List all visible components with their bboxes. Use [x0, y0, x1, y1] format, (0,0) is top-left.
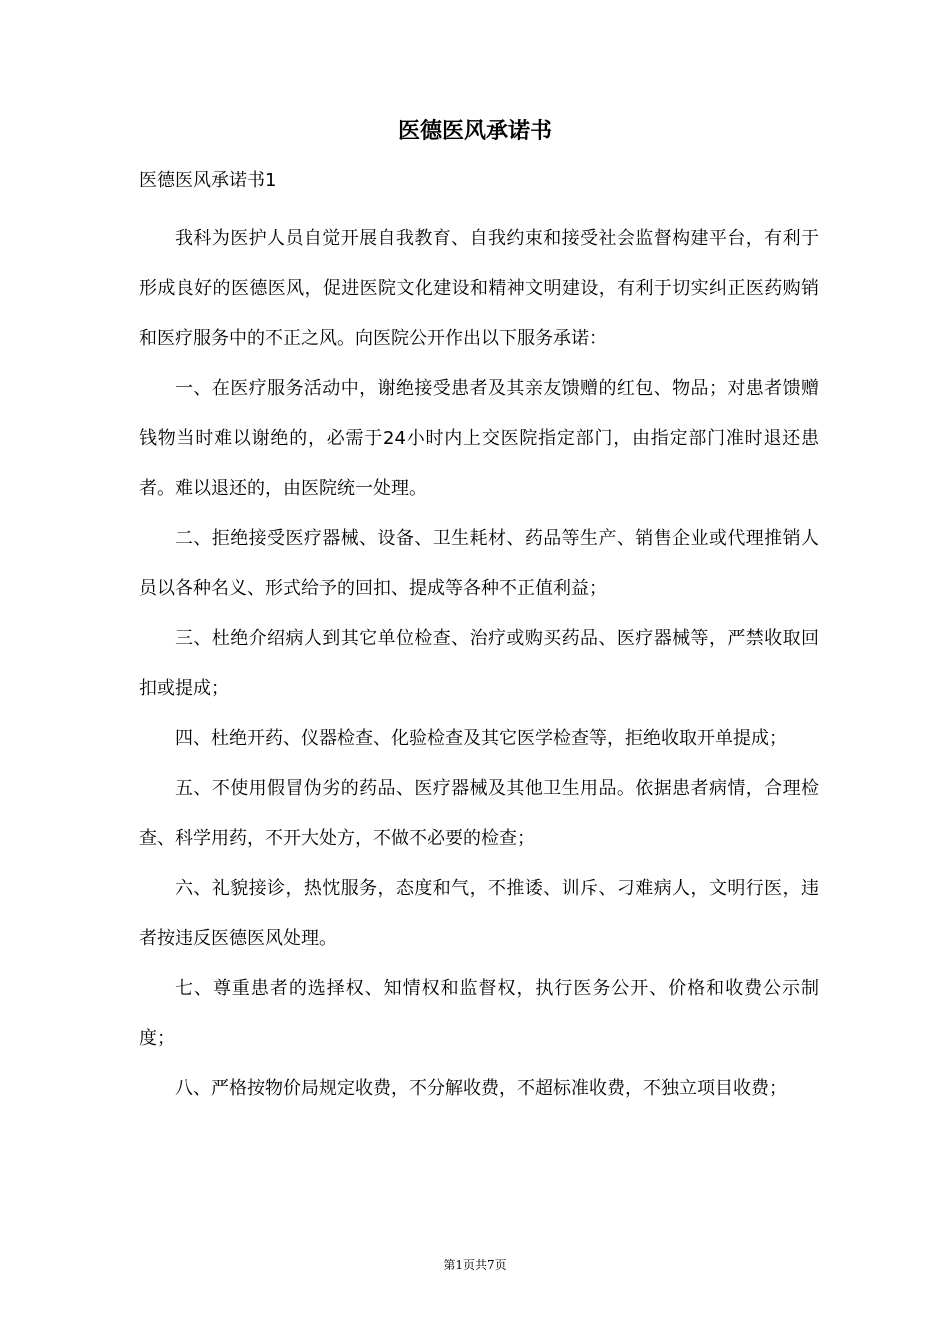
paragraph-item-5: 五、不使用假冒伪劣的药品、医疗器械及其他卫生用品。依据患者病情，合理检查、科学用药，不开大处方，不做不必要的检查； — [139, 778, 819, 849]
document-body — [139, 214, 819, 1114]
document-title: 医德医风承诺书 — [397, 119, 552, 144]
paragraph-item-3: 三、杜绝介绍病人到其它单位检查、治疗或购买药品、医疗器械等，严禁收取回扣或提成； — [139, 628, 819, 699]
paragraph-item-7: 七、尊重患者的选择权、知情权和监督权，执行医务公开、价格和收费公示制度； — [139, 978, 819, 1049]
paragraph-item-8: 八、严格按物价局规定收费，不分解收费，不超标准收费，不独立项目收费； — [175, 1078, 787, 1099]
paragraph-item-1: 一、在医疗服务活动中，谢绝接受患者及其亲友馈赠的红包、物品；对患者馈赠钱物当时难以谢绝的，必需于24小时内上交医院指定部门，由指定部门准时退还患者。难以退还的，由医院统一处理。 — [139, 378, 819, 499]
paragraph-item-4: 四、杜绝开药、仪器检查、化验检查及其它医学检查等，拒绝收取开单提成； — [175, 728, 787, 749]
paragraph-intro: 我科为医护人员自觉开展自我教育、自我约束和接受社会监督构建平台，有利于形成良好的医德医风，促进医院文化建设和精神文明建设，有利于切实纠正医药购销和医疗服务中的不正之风。向医院公开作出以下服务承诺： — [139, 228, 819, 349]
document-subtitle: 医德医风承诺书1 — [139, 170, 277, 191]
page-number-footer: 第1页共7页 — [443, 1258, 507, 1272]
paragraph-item-6: 六、礼貌接诊，热忱服务，态度和气，不推诿、训斥、刁难病人，文明行医，违者按违反医德医风处理。 — [139, 878, 819, 949]
paragraph-item-2: 二、拒绝接受医疗器械、设备、卫生耗材、药品等生产、销售企业或代理推销人员以各种名义、形式给予的回扣、提成等各种不正值利益； — [139, 528, 819, 599]
